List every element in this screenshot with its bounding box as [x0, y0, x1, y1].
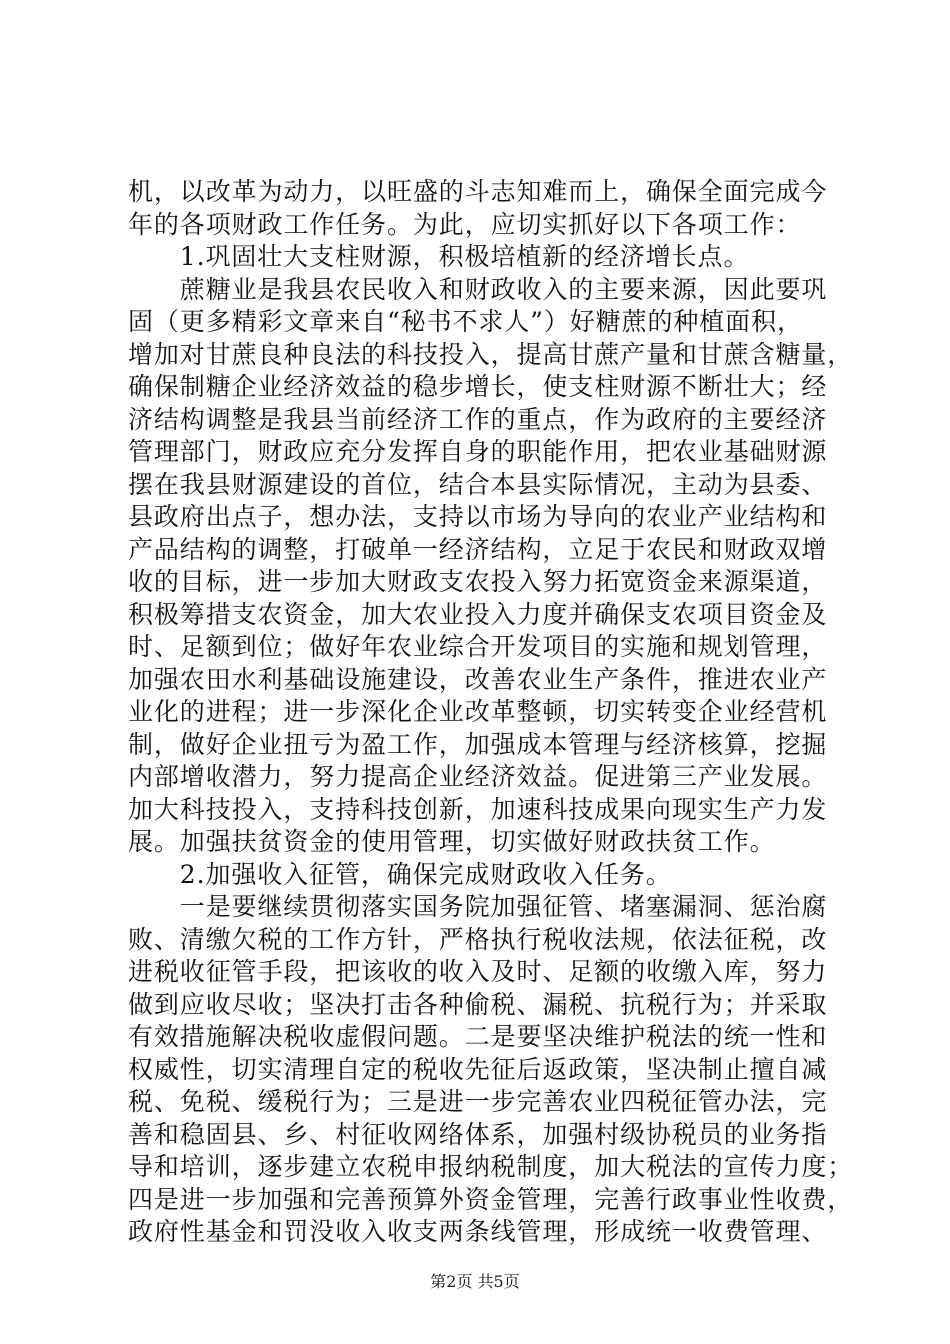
text-line: 税、免税、缓税行为；三是进一步完善农业四税征管办法，完 [128, 1087, 828, 1116]
text-line: 时、足额到位；做好年农业综合开发项目的实施和规划管理， [128, 632, 828, 661]
text-line: 一是要继续贯彻落实国务院加强征管、堵塞漏洞、惩治腐 [128, 892, 828, 921]
text-line: 年的各项财政工作任务。为此，应切实抓好以下各项工作： [128, 209, 802, 239]
text-line: 收的目标，进一步加大财政支农投入努力拓宽资金来源渠道， [128, 567, 828, 596]
text-line: 四是进一步加强和完善预算外资金管理，完善行政事业性收费， [128, 1184, 854, 1214]
text-line: 业化的进程；进一步深化企业改革整顿，切实转变企业经营机 [128, 697, 828, 726]
text-line: 确保制糖企业经济效益的稳步增长，使支柱财源不断壮大；经 [128, 372, 828, 401]
text-line: 摆在我县财源建设的首位，结合本县实际情况，主动为县委、 [128, 469, 828, 499]
text-line: 有效措施解决税收虚假问题。二是要坚决维护税法的统一性和 [128, 1022, 828, 1051]
text-line: 展。加强扶贫资金的使用管理，切实做好财政扶贫工作。 [128, 827, 776, 856]
text-line: 进税收征管手段，把该收的收入及时、足额的收缴入库，努力 [128, 957, 828, 986]
text-line: 增加对甘蔗良种良法的科技投入，提高甘蔗产量和甘蔗含糖量， [128, 339, 854, 369]
text-line: 导和培训，逐步建立农税申报纳税制度，加大税法的宣传力度； [128, 1152, 854, 1181]
text-line: 制，做好企业扭亏为盈工作，加强成本管理与经济核算，挖掘 [128, 729, 828, 759]
text-line: 管理部门，财政应充分发挥自身的职能作用，把农业基础财源 [128, 437, 828, 466]
text-line: 政府性基金和罚没收入收支两条线管理，形成统一收费管理、 [128, 1217, 828, 1246]
page-number-footer: 第2页 共5页 [430, 1272, 520, 1291]
text-line: 机，以改革为动力，以旺盛的斗志知难而上，确保全面完成今 [128, 177, 828, 206]
text-line: 做到应收尽收；坚决打击各种偷税、漏税、抗税行为；并采取 [128, 989, 828, 1019]
text-line: 济结构调整是我县当前经济工作的重点，作为政府的主要经济 [128, 404, 828, 434]
section-heading: 1.巩固壮大支柱财源，积极培植新的经济增长点。 [128, 242, 750, 271]
text-line: 加强农田水利基础设施建设，改善农业生产条件，推进农业产 [128, 664, 828, 694]
text-line: 内部增收潜力，努力提高企业经济效益。促进第三产业发展。 [128, 762, 828, 791]
section-heading: 2.加强收入征管，确保完成财政收入任务。 [128, 859, 672, 889]
text-line: 加大科技投入，支持科技创新，加速科技成果向现实生产力发 [128, 794, 828, 824]
text-line: 县政府出点子，想办法，支持以市场为导向的农业产业结构和 [128, 502, 828, 531]
text-line: 善和稳固县、乡、村征收网络体系，加强村级协税员的业务指 [128, 1119, 828, 1149]
text-line: 产品结构的调整，打破单一经济结构，立足于农民和财政双增 [128, 534, 828, 564]
text-line: 积极筹措支农资金，加大农业投入力度并确保支农项目资金及 [128, 599, 828, 629]
text-line: 败、清缴欠税的工作方针，严格执行税收法规，依法征税，改 [128, 924, 828, 954]
text-line: 权威性，切实清理自定的税收先征后返政策，坚决制止擅自减 [128, 1054, 828, 1084]
text-line: 固（更多精彩文章来自“秘书不求人”）好糖蔗的种植面积， [128, 307, 803, 336]
body-text [128, 176, 854, 1249]
text-line: 蔗糖业是我县农民收入和财政收入的主要来源，因此要巩 [128, 274, 828, 304]
